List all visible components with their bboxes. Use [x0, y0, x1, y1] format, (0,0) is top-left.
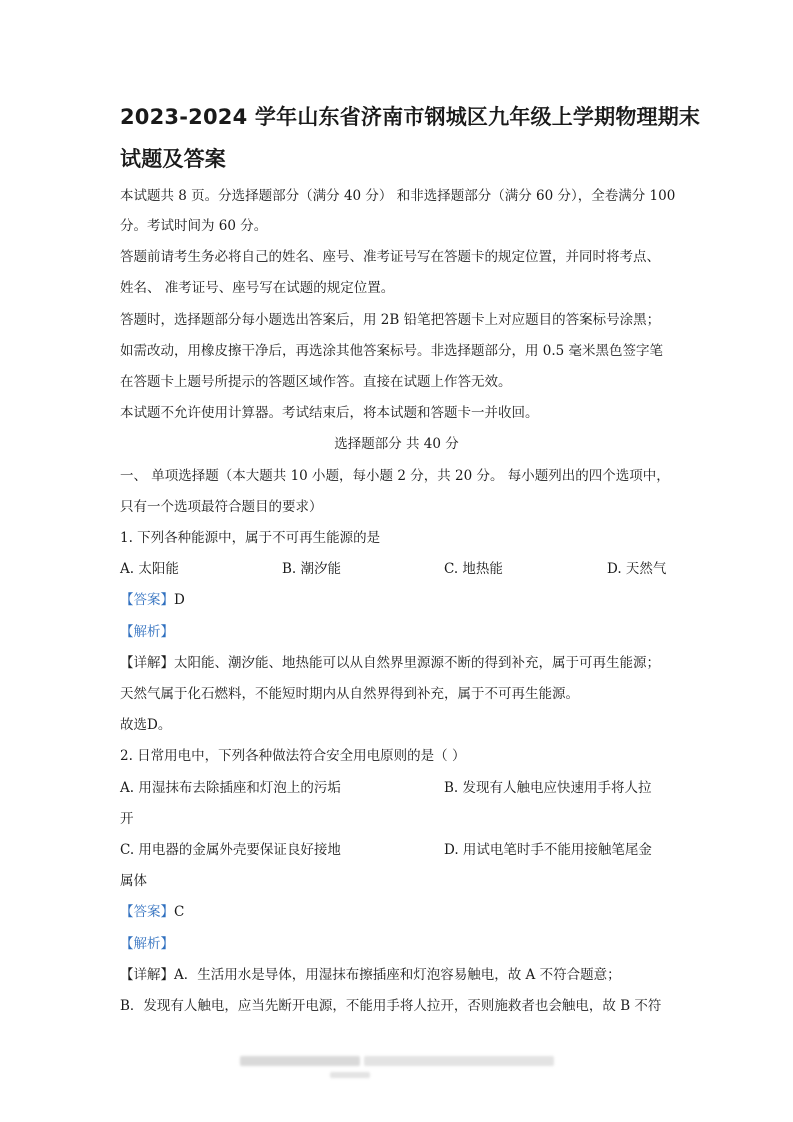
q2-option-d: D. 用试电笔时手不能用接触笔尾金	[444, 842, 652, 858]
intro-line: 姓名、 准考证号、座号写在试题的规定位置。	[120, 280, 395, 296]
q1-option-b: B. 潮汐能	[282, 561, 342, 577]
detail-text: 太阳能、潮汐能、地热能可以从自然界里源源不断的得到补充，属于可再生能源；	[174, 655, 660, 671]
q2-option-a: A. 用湿抹布去除插座和灯泡上的污垢	[120, 780, 341, 796]
q2-option-b: B. 发现有人触电应快速用手将人拉	[444, 780, 652, 796]
intro-line: 本试题不允许使用计算器。考试结束后，将本试题和答题卡一并收回。	[120, 405, 539, 421]
answer-tag: 【答案】	[120, 904, 174, 920]
detail-tag: 【详解】	[120, 967, 174, 983]
q2-option-c: C. 用电器的金属外壳要保证良好接地	[120, 842, 341, 858]
q2-option-d-continued: 属体	[120, 873, 147, 889]
detail-text: A．生活用水是导体，用湿抹布擦插座和灯泡容易触电，故 A 不符合题意；	[174, 967, 621, 983]
q1-detail-line: 天然气属于化石燃料，不能短时期内从自然界得到补充，属于不可再生能源。	[120, 686, 579, 702]
answer-value: C	[174, 904, 185, 920]
q2-analysis	[120, 934, 174, 954]
intro-line: 如需改动，用橡皮擦干净后，再选涂其他答案标号。非选择题部分，用 0.5 毫米黑色签字笔	[120, 343, 664, 359]
document-title-line-1: 2023-2024 学年山东省济南市钢城区九年级上学期物理期末	[120, 105, 701, 129]
document-title-line-2: 试题及答案	[120, 147, 226, 171]
q1-analysis	[120, 622, 174, 642]
q1-option-c: C. 地热能	[444, 561, 503, 577]
section-heading: 选择题部分 共 40 分	[334, 436, 459, 452]
blurred-footer-text	[364, 1056, 554, 1066]
intro-line: 答题前请考生务必将自己的姓名、座号、准考证号写在答题卡的规定位置，并同时将考点、	[120, 249, 660, 265]
q1-option-a: A. 太阳能	[120, 561, 179, 577]
q2-option-b-continued: 开	[120, 811, 134, 827]
blurred-footer-mark	[330, 1072, 370, 1078]
q1-answer	[120, 590, 185, 610]
q1-option-d: D. 天然气	[607, 561, 667, 577]
answer-tag: 【答案】	[120, 592, 174, 608]
detail-tag: 【详解】	[120, 655, 174, 671]
intro-line: 答题时，选择题部分每小题选出答案后，用 2B 铅笔把答题卡上对应题目的答案标号涂黑；	[120, 312, 661, 328]
blurred-footer-text	[240, 1056, 360, 1066]
q2-stem: 2. 日常用电中，下列各种做法符合安全用电原则的是（ ）	[120, 748, 466, 764]
q1-conclusion: 故选D。	[120, 717, 172, 733]
answer-value: D	[174, 592, 185, 608]
q2-detail	[120, 965, 621, 985]
analysis-tag: 【解析】	[120, 936, 174, 952]
part-one-instruction: 只有一个选项最符合题目的要求）	[120, 499, 323, 515]
q1-stem: 1. 下列各种能源中，属于不可再生能源的是	[120, 530, 381, 546]
analysis-tag: 【解析】	[120, 624, 174, 640]
q2-detail-line: B．发现有人触电，应当先断开电源，不能用手将人拉开，否则施救者也会触电，故 B 不符	[120, 998, 662, 1014]
q1-detail	[120, 653, 660, 673]
intro-line: 在答题卡上题号所提示的答题区域作答。直接在试题上作答无效。	[120, 374, 512, 390]
intro-line: 本试题共 8 页。分选择题部分（满分 40 分） 和非选择题部分（满分 60 分），全卷满分 100	[120, 188, 676, 204]
intro-line: 分。考试时间为 60 分。	[120, 218, 268, 234]
part-one-instruction: 一、 单项选择题（本大题共 10 小题，每小题 2 分，共 20 分。 每小题列出的四个选项中，	[120, 468, 670, 484]
q2-answer	[120, 902, 184, 922]
